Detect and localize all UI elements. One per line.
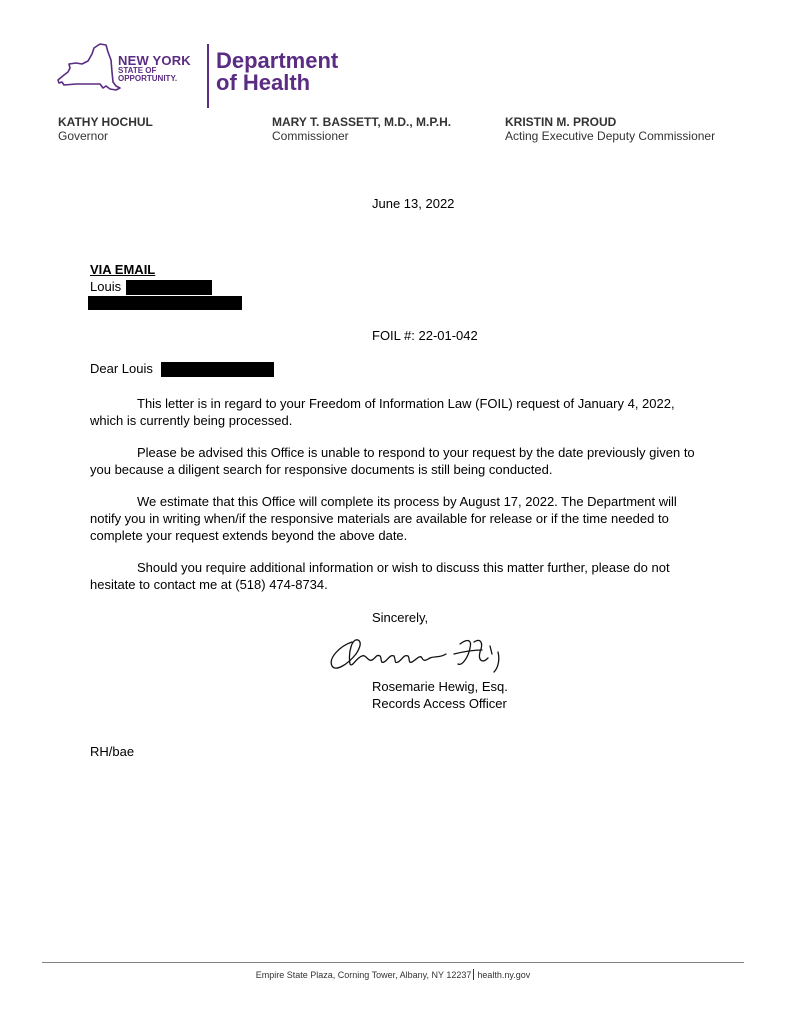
official-commissioner [272, 115, 451, 143]
official-deputy-commissioner [505, 115, 715, 143]
signer-name: Rosemarie Hewig, Esq. [372, 679, 508, 694]
official-title: Commissioner [272, 129, 349, 143]
footer-separator [473, 969, 474, 980]
logo-divider [207, 44, 209, 108]
official-name: MARY T. BASSETT, M.D., M.P.H. [272, 115, 452, 129]
nys-doh-logo [56, 40, 356, 112]
foil-number: FOIL #: 22-01-042 [372, 328, 478, 343]
footer-divider [42, 962, 744, 963]
redaction-bar [161, 362, 274, 377]
footer-address: Empire State Plaza, Corning Tower, Albany, NY 12237 [255, 970, 472, 980]
official-name: KRISTIN M. PROUD [505, 115, 617, 129]
official-governor [58, 115, 153, 143]
official-title: Governor [58, 129, 109, 143]
dept-line2: of Health [216, 70, 311, 95]
new-york-state-outline-icon [56, 42, 122, 100]
via-email-label: VIA EMAIL [90, 262, 156, 277]
paragraph-text: We estimate that this Office will complete its process by August 17, 2022. The Department will notify you in writing when/if the responsive materials are available for release or if the time needed to complete your request extends beyond the above date. [90, 494, 677, 543]
signer-block [372, 678, 508, 712]
official-name: KATHY HOCHUL [58, 115, 153, 129]
handwritten-signature [322, 628, 522, 676]
redaction-bar [126, 280, 212, 295]
salutation: Dear Louis [90, 361, 153, 376]
signer-title: Records Access Officer [372, 696, 507, 711]
official-title: Acting Executive Deputy Commissioner [505, 129, 716, 143]
body-paragraph [90, 444, 710, 478]
closing: Sincerely, [372, 610, 429, 625]
department-wordmark [216, 50, 338, 94]
ny-wordmark [118, 54, 191, 83]
paragraph-text: Please be advised this Office is unable to respond to your request by the date previously given to you because a diligent search for responsive documents is still being conducted. [90, 445, 695, 477]
footer [0, 969, 786, 980]
paragraph-text: This letter is in regard to your Freedom of Information Law (FOIL) request of January 4, 2022, which is currently being processed. [90, 396, 675, 428]
recipient-first-name: Louis [90, 279, 122, 294]
dept-line1: Department [216, 48, 339, 73]
typist-initials: RH/bae [90, 744, 135, 759]
body-paragraph [90, 493, 710, 544]
letter-date: June 13, 2022 [372, 196, 455, 211]
ny-line3: OPPORTUNITY. [118, 74, 178, 83]
redaction-bar [88, 296, 242, 310]
footer-website: health.ny.gov [477, 970, 531, 980]
body-paragraph [90, 395, 710, 429]
paragraph-text: Should you require additional information or wish to discuss this matter further, please do not hesitate to contact me at (518) 474-8734. [90, 560, 670, 592]
ny-line1: NEW YORK [118, 53, 191, 68]
ny-line2: STATE OF [118, 66, 157, 75]
body-paragraph [90, 559, 710, 593]
